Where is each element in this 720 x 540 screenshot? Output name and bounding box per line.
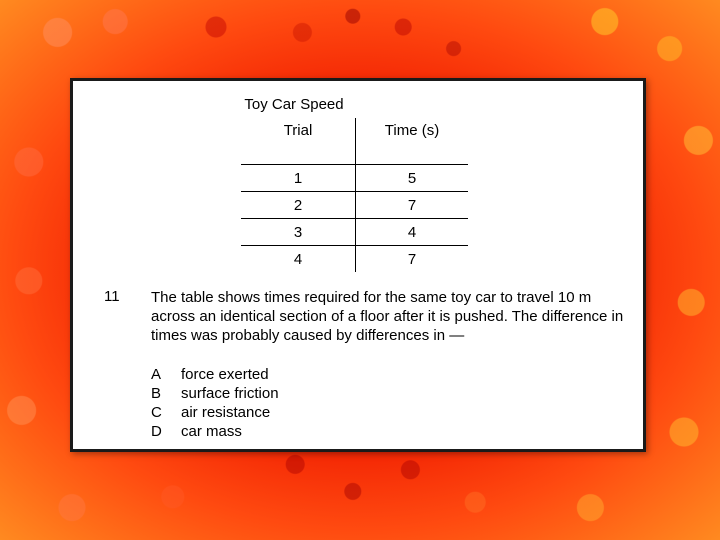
choice-c[interactable]	[151, 403, 279, 422]
table-header-row	[241, 118, 468, 165]
choice-text: force exerted	[181, 366, 269, 383]
header-trial: Trial	[241, 118, 356, 165]
table-cell: 3	[241, 219, 356, 246]
table-cell: 7	[356, 192, 469, 219]
table-row	[241, 219, 468, 246]
data-table	[241, 118, 468, 272]
table-cell: 4	[356, 219, 469, 246]
choice-text: air resistance	[181, 404, 271, 421]
header-time-label: Time (s)	[384, 122, 440, 139]
question-card	[70, 78, 646, 452]
table-row	[241, 192, 468, 219]
choice-letter: B	[151, 385, 162, 402]
table-cell: 2	[241, 192, 356, 219]
table-row	[241, 165, 468, 192]
choice-a[interactable]	[151, 365, 279, 384]
choice-letter: C	[151, 404, 162, 421]
choice-text: surface friction	[181, 385, 279, 402]
choice-b[interactable]	[151, 384, 279, 403]
header-time	[356, 118, 469, 165]
table-cell: 7	[356, 246, 469, 273]
table-title: Toy Car Speed	[244, 96, 344, 113]
choice-letter: D	[151, 423, 162, 440]
table-cell: 4	[241, 246, 356, 273]
question-number: 11	[104, 288, 120, 305]
table-cell: 5	[356, 165, 469, 192]
choice-d[interactable]	[151, 422, 279, 441]
answer-choices	[151, 365, 279, 441]
table-cell: 1	[241, 165, 356, 192]
table-row	[241, 246, 468, 273]
choice-text: car mass	[181, 423, 242, 440]
question-text: The table shows times required for the same toy car to travel 10 m across an identical section of a floor after it is pushed. The difference in times was probably caused by differences in —	[151, 289, 624, 344]
choice-letter: A	[151, 366, 162, 383]
